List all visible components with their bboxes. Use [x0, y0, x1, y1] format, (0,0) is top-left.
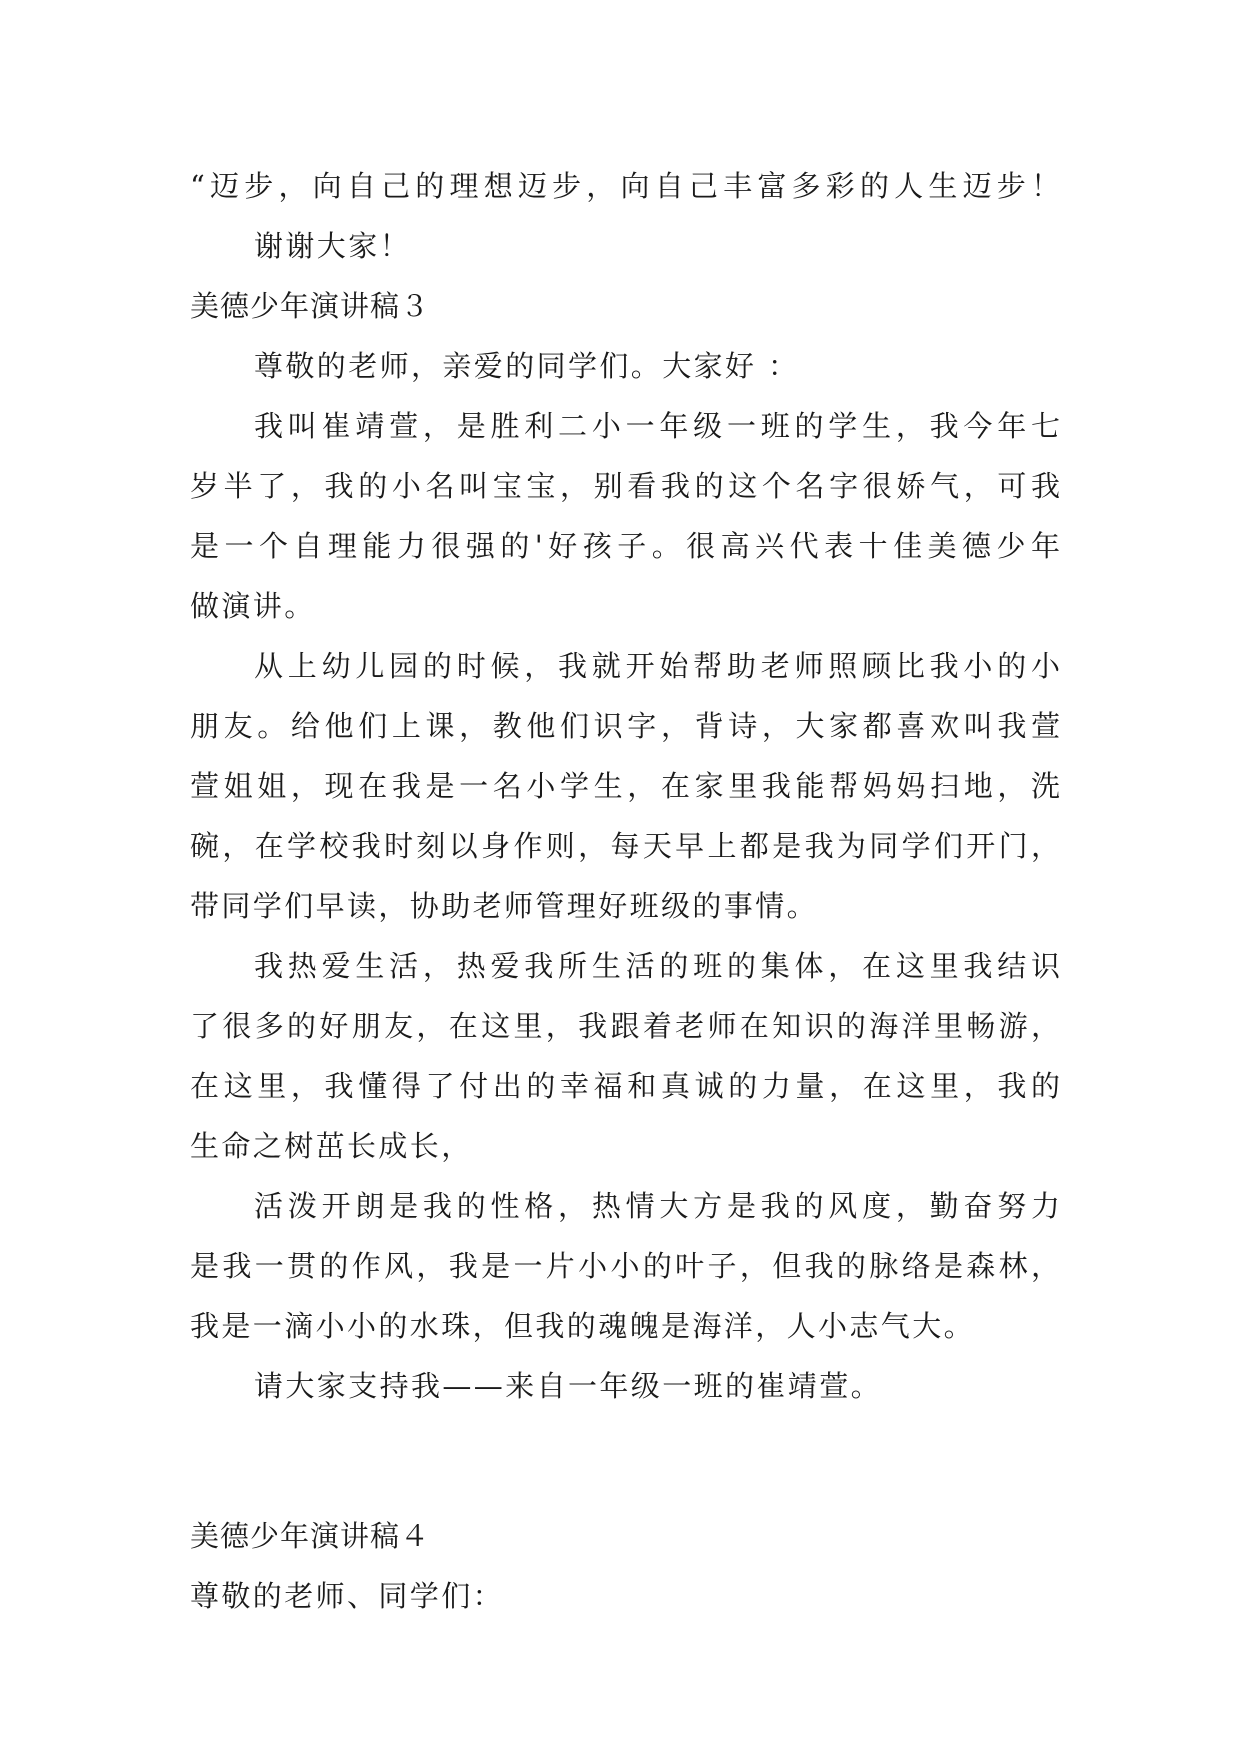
salutation: 尊敬的老师，亲爱的同学们。大家好 ：	[254, 349, 800, 383]
section-heading: 美德少年演讲稿４	[190, 1519, 431, 1553]
paragraph-line: 带同学们早读，协助老师管理好班级的事情。	[190, 889, 819, 923]
paragraph-line: 了很多的好朋友，在这里，我跟着老师在知识的海洋里畅游，	[190, 1009, 1060, 1043]
paragraph-line: 生命之树茁长成长，	[190, 1129, 473, 1163]
paragraph-line: 活泼开朗是我的性格，热情大方是我的风度，勤奋努力	[254, 1189, 1060, 1223]
paragraph-line: 碗，在学校我时刻以身作则，每天早上都是我为同学们开门，	[190, 829, 1060, 863]
paragraph-line: 萱姐姐，现在我是一名小学生，在家里我能帮妈妈扫地，洗	[190, 769, 1060, 803]
paragraph-line: 是我一贯的作风，我是一片小小的叶子，但我的脉络是森林，	[190, 1249, 1060, 1283]
paragraph-line: 是一个自理能力很强的'好孩子。很高兴代表十佳美德少年	[190, 529, 1060, 563]
blank-gap	[190, 1416, 1060, 1506]
paragraph-line: 我叫崔靖萱，是胜利二小一年级一班的学生，我今年七	[254, 409, 1060, 443]
paragraph-line: 谢谢大家！	[254, 229, 412, 263]
document-body	[190, 156, 1060, 1626]
paragraph-line: 岁半了，我的小名叫宝宝，别看我的这个名字很娇气，可我	[190, 469, 1060, 503]
paragraph-line: 我是一滴小小的水珠，但我的魂魄是海洋，人小志气大。	[190, 1309, 976, 1343]
paragraph-line: 请大家支持我——来自一年级一班的崔靖萱。	[254, 1369, 883, 1403]
paragraph-line: 朋友。给他们上课，教他们识字，背诗，大家都喜欢叫我萱	[190, 709, 1060, 743]
paragraph-line: “迈步，向自己的理想迈步，向自己丰富多彩的人生迈步！	[190, 169, 1060, 203]
paragraph-line: 从上幼儿园的时候，我就开始帮助老师照顾比我小的小	[254, 649, 1060, 683]
paragraph-line: 做演讲。	[190, 589, 316, 623]
paragraph-line: 在这里，我懂得了付出的幸福和真诚的力量，在这里，我的	[190, 1069, 1060, 1103]
section-heading: 美德少年演讲稿３	[190, 289, 431, 323]
paragraph-line: 我热爱生活，热爱我所生活的班的集体，在这里我结识	[254, 949, 1060, 983]
salutation: 尊敬的老师、同学们：	[190, 1579, 505, 1613]
